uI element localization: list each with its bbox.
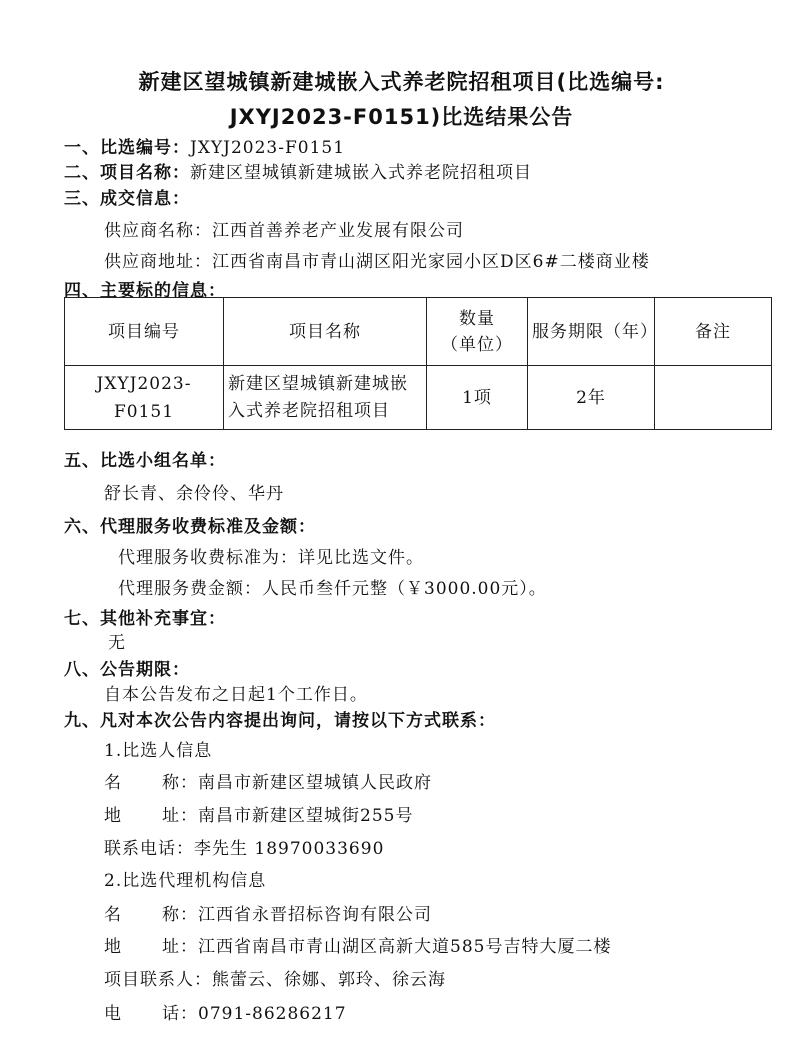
- section-contact: 九、凡对本次公告内容提出询问，请按以下方式联系：: [64, 711, 496, 731]
- bidder-info-heading: 1.比选人信息: [104, 741, 213, 761]
- page-title-line2: JXYJ2023-F0151)比选结果公告: [229, 105, 574, 129]
- cell-name: 新建区望城镇新建城嵌 入式养老院招租项目: [224, 366, 427, 430]
- fee-standard: 代理服务收费标准为：详见比选文件。: [118, 548, 424, 568]
- section-other-matters: 七、其他补充事宜：: [64, 609, 226, 629]
- header-term: 服务期限（年）: [528, 298, 655, 366]
- section-project-name: [64, 158, 532, 183]
- supplier-name: 供应商名称：江西首善养老产业发展有限公司: [104, 221, 464, 241]
- section-panel: 五、比选小组名单：: [64, 451, 226, 471]
- bid-number-value: JXYJ2023-F0151: [190, 138, 346, 158]
- cell-quantity: 1项: [427, 366, 528, 430]
- other-matters-value: 无: [108, 633, 126, 653]
- agency-phone: 电 话：0791-86286217: [104, 1004, 347, 1024]
- header-note: 备注: [655, 298, 772, 366]
- agency-name: 名 称：江西省永晋招标咨询有限公司: [104, 905, 432, 925]
- cell-code: JXYJ2023-F0151: [65, 366, 224, 430]
- agency-contact-person: 项目联系人：熊蕾云、徐娜、郭玲、徐云海: [104, 970, 446, 990]
- bidder-phone: 联系电话：李先生 18970033690: [104, 839, 385, 859]
- bidder-address: 地 址：南昌市新建区望城街255号: [104, 806, 414, 826]
- agency-info-heading: 2.比选代理机构信息: [104, 871, 267, 891]
- section-agency-fee: 六、代理服务收费标准及金额：: [64, 517, 316, 537]
- bidder-name: 名 称：南昌市新建区望城镇人民政府: [104, 773, 432, 793]
- table-row: [65, 366, 772, 430]
- fee-amount: 代理服务费金额：人民币叁仟元整（￥3000.00元）。: [118, 579, 547, 599]
- panel-members: 舒长青、余伶伶、华丹: [104, 484, 284, 504]
- agency-address: 地 址：江西省南昌市青山湖区高新大道585号吉特大厦二楼: [104, 937, 612, 957]
- header-code: 项目编号: [65, 298, 224, 366]
- section-bid-number: [64, 133, 345, 158]
- header-quantity: 数量 （单位）: [427, 298, 528, 366]
- cell-note: [655, 366, 772, 430]
- supplier-address: 供应商地址：江西省南昌市青山湖区阳光家园小区D区6#二楼商业楼: [104, 252, 650, 272]
- header-name: 项目名称: [224, 298, 427, 366]
- section-deal-info: 三、成交信息：: [64, 189, 190, 209]
- section-label: 一、比选编号：: [64, 138, 190, 158]
- project-name-value: 新建区望城镇新建城嵌入式养老院招租项目: [190, 163, 532, 183]
- section-notice-period: 八、公告期限：: [64, 660, 190, 680]
- section-label: 二、项目名称：: [64, 163, 190, 183]
- section-target-info: 四、主要标的信息：: [64, 281, 226, 301]
- page-title-line1: 新建区望城镇新建城嵌入式养老院招租项目(比选编号:: [138, 70, 665, 94]
- table-header-row: [65, 298, 772, 366]
- cell-term: 2年: [528, 366, 655, 430]
- target-info-table: [64, 297, 772, 430]
- notice-period-value: 自本公告发布之日起1个工作日。: [104, 685, 368, 705]
